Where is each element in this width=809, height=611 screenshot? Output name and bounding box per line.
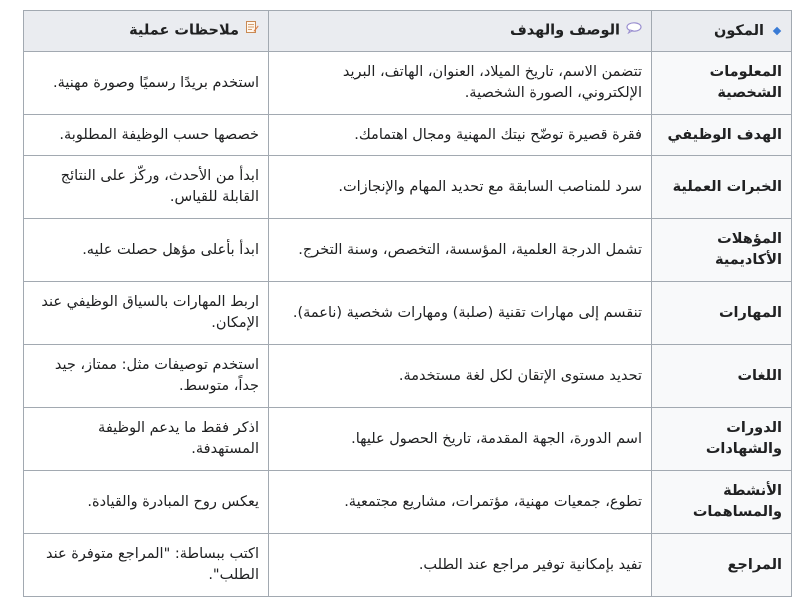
description-cell: تطوع، جمعيات مهنية، مؤتمرات، مشاريع مجتمعية. xyxy=(269,471,652,534)
table-row xyxy=(24,408,792,471)
component-cell: الدورات والشهادات xyxy=(652,408,792,471)
description-cell: تتضمن الاسم، تاريخ الميلاد، العنوان، الهاتف، البريد الإلكتروني، الصورة الشخصية. xyxy=(269,52,652,115)
cv-components-table xyxy=(23,10,792,597)
table-row xyxy=(24,52,792,115)
header-description xyxy=(269,11,652,52)
table-row xyxy=(24,115,792,156)
description-cell: تفيد بإمكانية توفير مراجع عند الطلب. xyxy=(269,534,652,597)
header-component xyxy=(652,11,792,52)
notes-cell: استخدم توصيفات مثل: ممتاز، جيد جداً، متوسط. xyxy=(24,345,269,408)
notes-cell: ابدأ بأعلى مؤهل حصلت عليه. xyxy=(24,219,269,282)
table-container xyxy=(23,10,791,597)
description-cell: اسم الدورة، الجهة المقدمة، تاريخ الحصول عليها. xyxy=(269,408,652,471)
header-component-label: المكون xyxy=(713,22,764,39)
header-notes-label: ملاحظات عملية xyxy=(129,22,239,39)
table-header-row xyxy=(24,11,792,52)
blue-diamond-icon xyxy=(773,26,781,34)
table-row xyxy=(24,282,792,345)
table-row xyxy=(24,471,792,534)
table-row xyxy=(24,219,792,282)
component-cell: الخبرات العملية xyxy=(652,156,792,219)
header-notes xyxy=(24,11,269,52)
description-cell: تشمل الدرجة العلمية، المؤسسة، التخصص، وسنة التخرج. xyxy=(269,219,652,282)
notes-cell: اربط المهارات بالسياق الوظيفي عند الإمكان. xyxy=(24,282,269,345)
memo-icon xyxy=(245,20,259,41)
component-cell: المهارات xyxy=(652,282,792,345)
table-row xyxy=(24,156,792,219)
description-cell: سرد للمناصب السابقة مع تحديد المهام والإنجازات. xyxy=(269,156,652,219)
component-cell: الأنشطة والمساهمات xyxy=(652,471,792,534)
notes-cell: يعكس روح المبادرة والقيادة. xyxy=(24,471,269,534)
description-cell: تحديد مستوى الإتقان لكل لغة مستخدمة. xyxy=(269,345,652,408)
description-cell: فقرة قصيرة توضّح نيتك المهنية ومجال اهتمامك. xyxy=(269,115,652,156)
component-cell: اللغات xyxy=(652,345,792,408)
table-row xyxy=(24,534,792,597)
table-row xyxy=(24,345,792,408)
speech-bubble-icon xyxy=(626,20,642,41)
notes-cell: ابدأ من الأحدث، وركّز على النتائج القابلة للقياس. xyxy=(24,156,269,219)
component-cell: الهدف الوظيفي xyxy=(652,115,792,156)
notes-cell: خصصها حسب الوظيفة المطلوبة. xyxy=(24,115,269,156)
notes-cell: اكتب ببساطة: "المراجع متوفرة عند الطلب". xyxy=(24,534,269,597)
notes-cell: استخدم بريدًا رسميًا وصورة مهنية. xyxy=(24,52,269,115)
component-cell: المراجع xyxy=(652,534,792,597)
description-cell: تنقسم إلى مهارات تقنية (صلبة) ومهارات شخصية (ناعمة). xyxy=(269,282,652,345)
component-cell: المعلومات الشخصية xyxy=(652,52,792,115)
component-cell: المؤهلات الأكاديمية xyxy=(652,219,792,282)
notes-cell: اذكر فقط ما يدعم الوظيفة المستهدفة. xyxy=(24,408,269,471)
header-description-label: الوصف والهدف xyxy=(509,22,620,39)
